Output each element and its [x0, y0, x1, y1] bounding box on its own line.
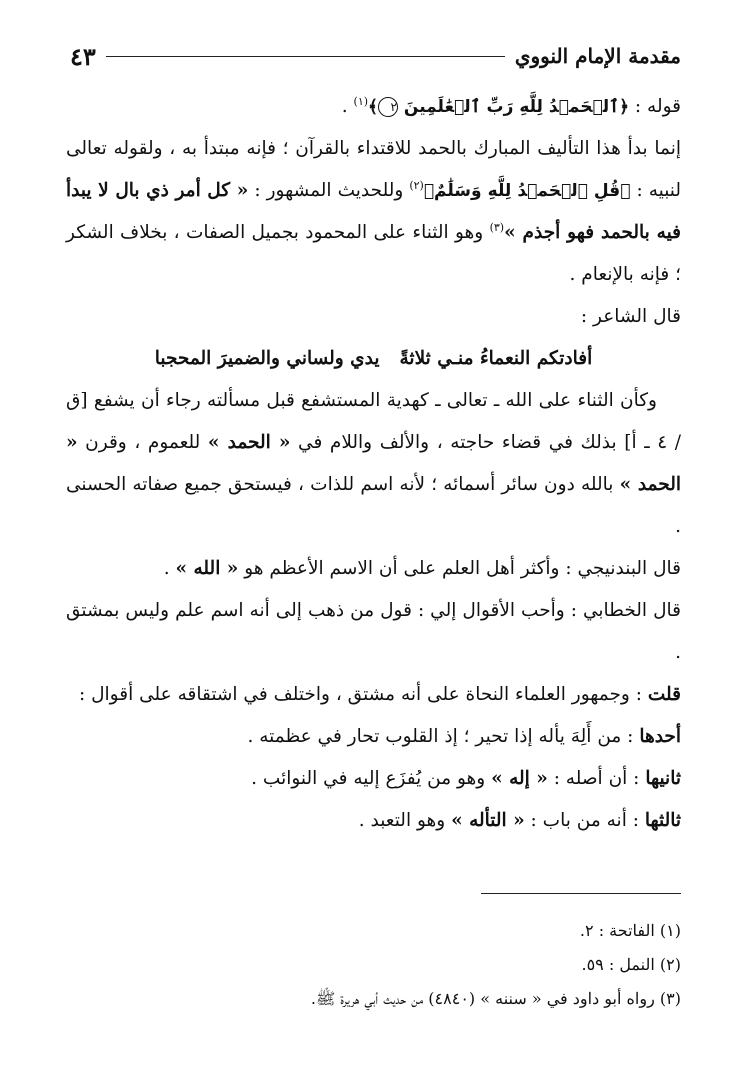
- paragraph-thana: [66, 380, 681, 548]
- running-header: [70, 36, 681, 76]
- footnote-separator: [481, 893, 681, 894]
- quran-quote: ﴿قُلِ ٱلۡحَمۡدُ لِلَّهِ وَسَلَٰمٌ﴾: [423, 181, 631, 201]
- paragraph-poet-intro: قال الشاعر :: [580, 306, 681, 327]
- main-text: [66, 86, 681, 842]
- bold-lead: ثانيها: [645, 768, 681, 789]
- paragraph-text: : من أَلِهَ يأله إذا تحير ؛ إذ القلوب تحار في عظمته .: [247, 726, 640, 747]
- lead-text: قوله :: [629, 96, 681, 117]
- paragraph-text: قال البندنيجي : وأكثر أهل العلم على أن الاسم الأعظم هو: [238, 558, 681, 579]
- footnote-2: (٢) النمل : ٥٩.: [581, 955, 681, 974]
- bold-lead: ثالثها: [644, 810, 681, 831]
- paragraph-hamd: [66, 128, 681, 296]
- paragraph-text: وهو من يُفزَع إليه في النوائب .: [251, 768, 492, 789]
- paragraph-text: للعموم ، وقرن: [77, 432, 208, 453]
- paragraph-text: وهو الثناء على المحمود بجميل الصفات ، بخلاف الشكر ؛ فإنه بالإنعام .: [66, 222, 681, 285]
- footnote-ref-3: (٣): [489, 220, 505, 234]
- footnote-ref-1: (١): [353, 94, 369, 108]
- bold-lead: أحدها: [639, 726, 681, 747]
- paragraph-text: وكأن الثناء على الله ـ تعالى ـ كهدية المستشفع قبل مسألته رجاء أن يشفع [ق / ٤ ـ أ] بذلك في قضاء حاجته ، والألف واللام في: [66, 390, 681, 453]
- bold-term: « إله »: [491, 768, 548, 789]
- bold-term: « الحمد »: [66, 432, 681, 495]
- bold-lead: قلت: [647, 684, 681, 705]
- paragraph-khattabi: قال الخطابي : وأحب الأقوال إلي : قول من ذهب إلى أنه اسم علم وليس بمشتق .: [66, 600, 681, 663]
- paragraph-end: .: [163, 558, 176, 579]
- footnote-ref-2: (٢): [409, 178, 424, 192]
- footnote-3: (٣) رواه أبو داود في « سننه » (٤٨٤٠) من حديث أبي هريرة ﷺ.: [310, 989, 681, 1008]
- paragraph-qultu: [66, 674, 681, 716]
- paragraph-text: وللحديث المشهور :: [248, 180, 410, 201]
- quran-quote: ﴿ٱلۡحَمۡدُ لِلَّهِ رَبِّ ٱلۡعَٰلَمِينَ: [403, 97, 630, 117]
- paragraph-quoted-verse: [66, 86, 681, 128]
- paragraph-text: : أنه من باب :: [524, 810, 645, 831]
- bold-term: « الله »: [175, 558, 239, 579]
- bold-term: « الحمد »: [207, 432, 291, 453]
- verse-second-hemistich: يدي ولساني والضميرَ المحجبا: [154, 348, 380, 369]
- paragraph-end: .: [341, 96, 354, 117]
- paragraph-text: : وجمهور العلماء النحاة على أنه مشتق ، واختلف في اشتقاقه على أقوال :: [78, 684, 648, 705]
- hadith-quote: « كل أمر ذي بال لا يبدأ فيه بالحمد فهو أجذم »: [66, 180, 682, 243]
- paragraph-text: : أن أصله :: [547, 768, 646, 789]
- paragraph-third-opinion: [66, 800, 681, 842]
- footnote-1: (١) الفاتحة : ٢.: [579, 921, 681, 940]
- header-title: مقدمة الإمام النووي: [514, 44, 681, 68]
- poetry-verse: [66, 338, 681, 380]
- paragraph-text: وهو التعبد .: [358, 810, 452, 831]
- header-rule: [106, 56, 505, 57]
- paragraph-text: بالله دون سائر أسمائه ؛ لأنه اسم للذات ، فيستحق جميع صفاته الحسنى .: [66, 474, 681, 537]
- ayah-number-marker: ٢: [378, 97, 398, 117]
- paragraph-bandaniji: [66, 548, 681, 590]
- verse-first-hemistich: أفادتكم النعماءُ منـي ثلاثةً: [399, 348, 593, 369]
- quran-quote-close: ﴾: [368, 97, 378, 117]
- paragraph-second-opinion: [66, 758, 681, 800]
- paragraph-first-opinion: [66, 716, 681, 758]
- footnotes: [66, 914, 681, 1016]
- page-number: ٤٣: [70, 41, 96, 71]
- bold-term: « التأله »: [451, 810, 525, 831]
- paragraph-text: إنما بدأ هذا التأليف المبارك بالحمد للاقتداء بالقرآن ؛ فإنه مبتدأ به ، ولقوله تعالى لنبيه :: [66, 138, 682, 201]
